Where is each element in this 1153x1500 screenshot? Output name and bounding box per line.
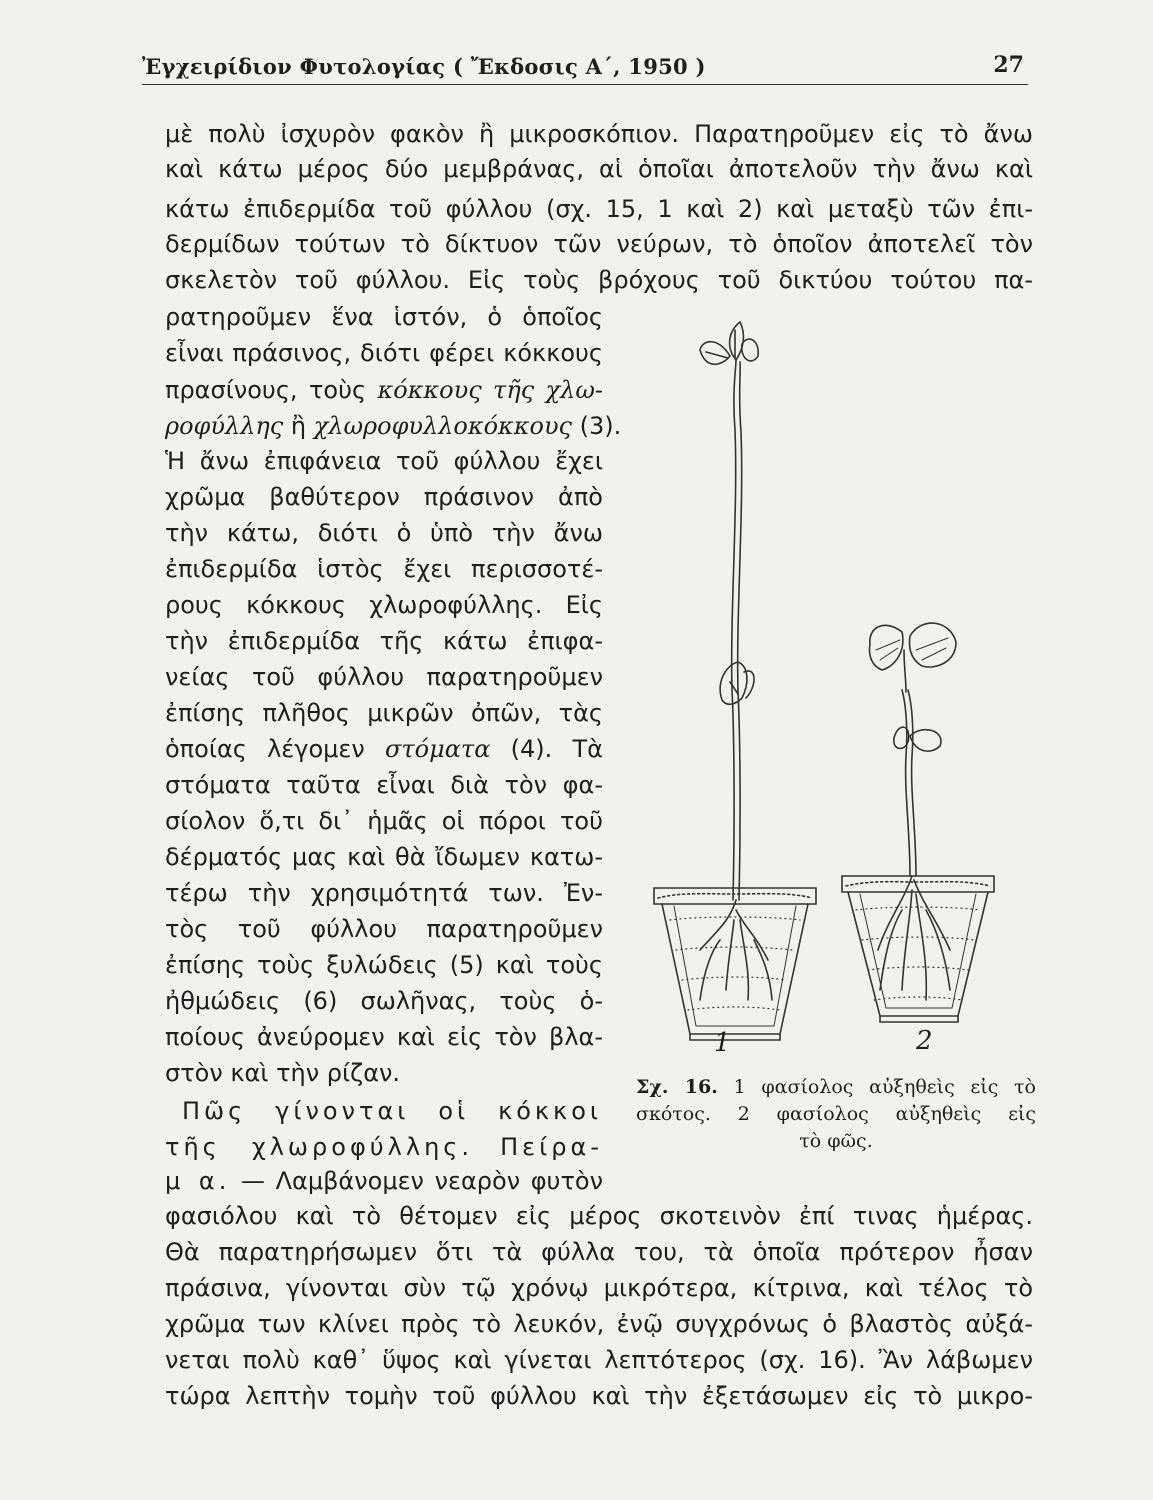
text-line: χρῶμα των κλίνει πρὸς τὸ λευκόν, ἐνῷ συγχρόνως ὁ βλαστὸς αὐξά-: [165, 1310, 1033, 1338]
text-line: ρατηροῦμεν ἕνα ἱστόν, ὁ ὁποῖος: [165, 303, 603, 331]
italic-term: στόματα: [385, 735, 491, 763]
text-line: πρασίνους, τοὺς κόκκους τῆς χλω-: [165, 376, 603, 404]
italic-term: χλωροφυλλοκόκκους: [313, 412, 572, 440]
text-line: ἐπίσης πλῆθος μικρῶν ὀπῶν, τὰς: [165, 699, 603, 727]
text-line: φασιόλου καὶ τὸ θέτομεν εἰς μέρος σκοτεινὸν ἐπί τινας ἡμέρας.: [165, 1202, 1033, 1230]
text-line: τὴν κάτω, διότι ὁ ὑπὸ τὴν ἄνω: [165, 519, 603, 547]
figure-caption: [636, 1074, 1036, 1155]
book-title: Ἐγχειρίδιον Φυτολογίας ( Ἔκδοσις Α΄, 1950 ): [142, 54, 706, 79]
text-line: ἐπίσης τοὺς ξυλώδεις (5) καὶ τοὺς: [165, 951, 603, 979]
text-line: σίολον ὅ,τι δι᾽ ἡμᾶς οἱ πόροι τοῦ: [165, 807, 603, 835]
text-line: χρῶμα βαθύτερον πράσινον ἀπὸ: [165, 483, 603, 511]
text-line: δερμίδων τούτων τὸ δίκτυον τῶν νεύρων, τὸ ὁποῖον ἀποτελεῖ τὸν: [165, 230, 1033, 258]
text-line: τέρω τὴν χρησιμότητά των. Ἐν-: [165, 879, 603, 907]
text-line: κάτω ἐπιδερμίδα τοῦ φύλλου (σχ. 15, 1 καὶ 2) καὶ μεταξὺ τῶν ἐπι-: [165, 195, 1033, 223]
text-line: εἶναι πράσινος, διότι φέρει κόκκους: [165, 339, 603, 367]
figure-label-2: 2: [916, 1026, 933, 1056]
italic-term: κόκκους τῆς χλω-: [377, 376, 603, 404]
text-line: δέρματός μας καὶ θὰ ἴδωμεν κατω-: [165, 843, 603, 871]
text-line: Ἡ ἄνω ἐπιφάνεια τοῦ φύλλου ἔχει: [165, 447, 603, 475]
text-line: τὴν ἐπιδερμίδα τῆς κάτω ἐπιφα-: [165, 627, 603, 655]
text-line: ποίους ἀνεύρομεν καὶ εἰς τὸν βλα-: [165, 1023, 603, 1051]
text-line: ἐπιδερμίδα ἱστὸς ἔχει περισσοτέ-: [165, 555, 603, 583]
section-heading: τῆς χλωροφύλλης. Πείρα-: [165, 1133, 603, 1161]
text-line: στὸν καὶ τὴν ρίζαν.: [165, 1059, 401, 1087]
text-line: πράσινα, γίνονται σὺν τῷ χρόνῳ μικρότερα, κίτρινα, καὶ τέλος τὸ: [165, 1274, 1033, 1302]
italic-term: ροφύλλης: [165, 412, 284, 440]
caption-number: Σχ. 16.: [636, 1076, 718, 1098]
text-line: Θὰ παρατηρήσωμεν ὅτι τὰ φύλλα του, τὰ ὁποῖα πρότερον ἦσαν: [165, 1238, 1033, 1266]
page-number: 27: [993, 52, 1024, 78]
text-line: σκελετὸν τοῦ φύλλου. Εἰς τοὺς βρόχους τοῦ δικτύου τούτου πα-: [165, 266, 1033, 294]
running-header: [142, 48, 1028, 85]
text-line: ὁποίας λέγομεν στόματα (4). Τὰ: [165, 735, 603, 763]
text-line: ἠθμώδεις (6) σωλῆνας, τοὺς ὁ-: [165, 987, 603, 1015]
pot-2: [842, 876, 994, 1022]
bean-plants-illustration: [640, 310, 1040, 1060]
text-line: στόματα ταῦτα εἶναι διὰ τὸν φα-: [165, 771, 603, 799]
figure-16: [640, 310, 1040, 1060]
text-line: καὶ κάτω μέρος δύο μεμβράνας, αἱ ὁποῖαι ἀποτελοῦν τὴν ἄνω καὶ: [165, 155, 1033, 183]
plant-dark-grown: [700, 322, 772, 1000]
text-line: μὲ πολὺ ἰσχυρὸν φακὸν ἢ μικροσκόπιον. Παρατηροῦμεν εἰς τὸ ἄνω: [165, 120, 1033, 148]
text-line: μ α. — Λαμβάνομεν νεαρὸν φυτὸν: [165, 1167, 603, 1195]
caption-line: τὸ φῶς.: [799, 1130, 873, 1152]
text-line: νεται πολὺ καθ᾽ ὕψος καὶ γίνεται λεπτότερος (σχ. 16). Ἂν λάβωμεν: [165, 1346, 1033, 1374]
plant-light-grown: [870, 623, 957, 1000]
text-line: νείας τοῦ φύλλου παρατηροῦμεν: [165, 663, 603, 691]
caption-line: Σχ. 16. 1 φασίολος αὐξηθεὶς εἰς τὸ: [636, 1076, 1036, 1098]
text-line: τὸς τοῦ φύλλου παρατηροῦμεν: [165, 915, 603, 943]
caption-line: σκότος. 2 φασίολος αὐξηθεὶς εἰς: [636, 1103, 1036, 1125]
figure-label-1: 1: [714, 1028, 731, 1058]
text-line: τώρα λεπτὴν τομὴν τοῦ φύλλου καὶ τὴν ἐξετάσωμεν εἰς τὸ μικρο-: [165, 1382, 1033, 1410]
section-heading: Πῶς γίνονται οἱ κόκκοι: [182, 1097, 602, 1125]
pot-1: [654, 888, 816, 1040]
text-line: ροφύλλης ἢ χλωροφυλλοκόκκους (3).: [165, 412, 622, 440]
text-line: ρους κόκκους χλωροφύλλης. Εἰς: [165, 591, 603, 619]
